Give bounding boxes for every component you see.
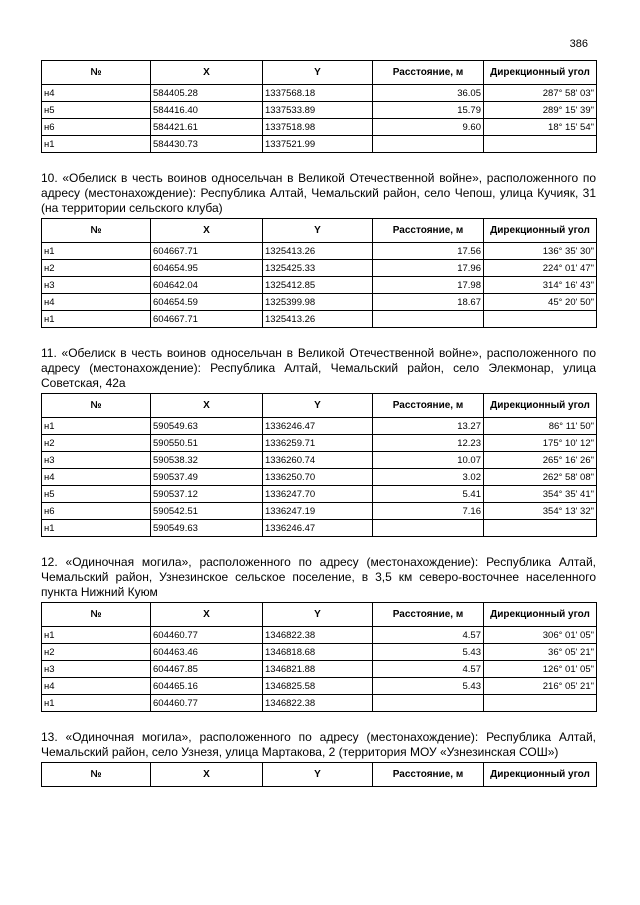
column-header-distance: Расстояние, м [373,61,484,85]
column-header-x: X [151,603,263,627]
column-header-distance: Расстояние, м [373,394,484,418]
column-header-angle: Дирекционный угол [484,219,597,243]
cell-distance: 9.60 [373,119,484,136]
cell-distance: 5.41 [373,486,484,503]
cell-angle: 354° 35' 41" [484,486,597,503]
cell-x: 584430.73 [151,136,263,153]
cell-distance: 36.05 [373,85,484,102]
cell-distance [373,311,484,328]
section-heading: 10. «Обелиск в честь воинов односельчан в Великой Отечественной войне», расположенного по адресу (местонахождение): Республика Алтай, Чемальский район, село Чепош, улица Кучияк, 31 (на территории сельского клуба) [41,171,596,215]
cell-angle: 136° 35' 30" [484,243,597,260]
column-header-no: № [42,394,151,418]
cell-angle: 262° 58' 08" [484,469,597,486]
cell-y: 1336250.70 [263,469,373,486]
cell-angle: 216° 05' 21" [484,678,597,695]
cell-angle: 265° 16' 26" [484,452,597,469]
cell-angle [484,695,597,712]
cell-no: н6 [42,119,151,136]
cell-x: 604467.85 [151,661,263,678]
column-header-angle: Дирекционный угол [484,394,597,418]
cell-distance: 10.07 [373,452,484,469]
cell-distance: 4.57 [373,661,484,678]
cell-y: 1325425.33 [263,260,373,277]
table-row [42,102,597,119]
coordinates-table [41,60,597,153]
table-row [42,136,597,153]
cell-distance [373,520,484,537]
table-row [42,311,597,328]
cell-no: н6 [42,503,151,520]
column-header-x: X [151,763,263,787]
column-header-y: Y [263,394,373,418]
table-row [42,644,597,661]
table-row [42,627,597,644]
cell-x: 604654.95 [151,260,263,277]
cell-no: н2 [42,644,151,661]
cell-x: 604654.59 [151,294,263,311]
cell-no: н1 [42,695,151,712]
cell-y: 1346821.88 [263,661,373,678]
coordinates-table [41,602,597,712]
cell-x: 590537.12 [151,486,263,503]
cell-no: н4 [42,294,151,311]
cell-x: 590549.63 [151,418,263,435]
column-header-angle: Дирекционный угол [484,61,597,85]
table-row [42,661,597,678]
cell-angle: 126° 01' 05" [484,661,597,678]
cell-distance: 5.43 [373,678,484,695]
table-row [42,119,597,136]
cell-y: 1346825.58 [263,678,373,695]
column-header-distance: Расстояние, м [373,763,484,787]
cell-x: 584405.28 [151,85,263,102]
cell-y: 1336247.70 [263,486,373,503]
cell-x: 590542.51 [151,503,263,520]
cell-x: 590537.49 [151,469,263,486]
cell-y: 1346818.68 [263,644,373,661]
cell-x: 584421.61 [151,119,263,136]
cell-no: н5 [42,102,151,119]
section-heading: 13. «Одиночная могила», расположенного по адресу (местонахождение): Республика Алтай, Чемальский район, село Узнезя, улица Мартакова, 2 (территория МОУ «Узнезинская СОШ») [41,730,596,759]
cell-no: н4 [42,678,151,695]
cell-angle: 36° 05' 21" [484,644,597,661]
cell-no: н1 [42,136,151,153]
column-header-angle: Дирекционный угол [484,603,597,627]
cell-x: 604463.46 [151,644,263,661]
cell-y: 1336247.19 [263,503,373,520]
column-header-no: № [42,763,151,787]
cell-x: 604460.77 [151,627,263,644]
cell-angle [484,520,597,537]
column-header-y: Y [263,219,373,243]
column-header-y: Y [263,763,373,787]
cell-distance: 3.02 [373,469,484,486]
cell-no: н4 [42,469,151,486]
cell-distance [373,136,484,153]
table-row [42,277,597,294]
table-row [42,503,597,520]
cell-distance: 15.79 [373,102,484,119]
cell-y: 1337521.99 [263,136,373,153]
cell-y: 1325412.85 [263,277,373,294]
cell-y: 1346822.38 [263,695,373,712]
cell-no: н5 [42,486,151,503]
column-header-x: X [151,394,263,418]
column-header-no: № [42,603,151,627]
cell-y: 1337568.18 [263,85,373,102]
cell-distance: 12.23 [373,435,484,452]
cell-angle [484,136,597,153]
cell-y: 1325399.98 [263,294,373,311]
column-header-distance: Расстояние, м [373,219,484,243]
cell-distance: 5.43 [373,644,484,661]
cell-y: 1346822.38 [263,627,373,644]
cell-distance: 18.67 [373,294,484,311]
cell-y: 1336260.74 [263,452,373,469]
document-body [41,60,596,787]
table-header-row [42,394,597,418]
cell-angle: 287° 58' 03" [484,85,597,102]
cell-distance: 7.16 [373,503,484,520]
table-row [42,486,597,503]
column-header-angle: Дирекционный угол [484,763,597,787]
cell-no: н2 [42,260,151,277]
cell-no: н1 [42,627,151,644]
cell-no: н1 [42,520,151,537]
cell-y: 1337518.98 [263,119,373,136]
cell-distance: 17.96 [373,260,484,277]
table-header-row [42,763,597,787]
cell-distance: 4.57 [373,627,484,644]
cell-x: 604667.71 [151,311,263,328]
cell-x: 590549.63 [151,520,263,537]
table-row [42,85,597,102]
cell-angle: 175° 10' 12" [484,435,597,452]
cell-no: н1 [42,418,151,435]
cell-no: н2 [42,435,151,452]
cell-distance [373,695,484,712]
cell-x: 590550.51 [151,435,263,452]
cell-angle: 45° 20' 50" [484,294,597,311]
coordinates-table [41,762,597,787]
cell-y: 1336246.47 [263,418,373,435]
cell-x: 604465.16 [151,678,263,695]
cell-y: 1325413.26 [263,311,373,328]
coordinates-table [41,218,597,328]
section-heading: 12. «Одиночная могила», расположенного по адресу (местонахождение): Республика Алтай, Чемальский район, Узнезинское сельское поселение, в 3,5 км северо-восточнее населенного пункта Нижний Куюм [41,555,596,599]
cell-x: 604667.71 [151,243,263,260]
table-header-row [42,603,597,627]
cell-no: н3 [42,661,151,678]
cell-angle: 224° 01' 47" [484,260,597,277]
table-row [42,435,597,452]
cell-angle [484,311,597,328]
table-header-row [42,61,597,85]
column-header-x: X [151,219,263,243]
cell-no: н3 [42,277,151,294]
column-header-distance: Расстояние, м [373,603,484,627]
cell-distance: 17.98 [373,277,484,294]
cell-x: 590538.32 [151,452,263,469]
cell-angle: 289° 15' 39" [484,102,597,119]
cell-angle: 86° 11' 50" [484,418,597,435]
cell-angle: 306° 01' 05" [484,627,597,644]
cell-y: 1336246.47 [263,520,373,537]
column-header-y: Y [263,603,373,627]
table-row [42,452,597,469]
section-heading: 11. «Обелиск в честь воинов односельчан в Великой Отечественной войне», расположенного по адресу (местонахождение): Республика Алтай, Чемальский район, село Элекмонар, улица Советская, 42а [41,346,596,390]
table-row [42,418,597,435]
cell-y: 1325413.26 [263,243,373,260]
cell-angle: 354° 13' 32" [484,503,597,520]
cell-distance: 17.56 [373,243,484,260]
cell-y: 1336259.71 [263,435,373,452]
cell-distance: 13.27 [373,418,484,435]
cell-angle: 18° 15' 54" [484,119,597,136]
cell-y: 1337533.89 [263,102,373,119]
page-number: 386 [569,38,588,50]
cell-no: н3 [42,452,151,469]
column-header-y: Y [263,61,373,85]
cell-no: н1 [42,243,151,260]
table-row [42,243,597,260]
table-row [42,469,597,486]
cell-no: н1 [42,311,151,328]
column-header-no: № [42,61,151,85]
cell-no: н4 [42,85,151,102]
cell-x: 584416.40 [151,102,263,119]
table-row [42,520,597,537]
table-row [42,695,597,712]
table-header-row [42,219,597,243]
table-row [42,260,597,277]
cell-x: 604642.04 [151,277,263,294]
cell-x: 604460.77 [151,695,263,712]
cell-angle: 314° 16' 43" [484,277,597,294]
column-header-no: № [42,219,151,243]
table-row [42,678,597,695]
coordinates-table [41,393,597,537]
table-row [42,294,597,311]
column-header-x: X [151,61,263,85]
